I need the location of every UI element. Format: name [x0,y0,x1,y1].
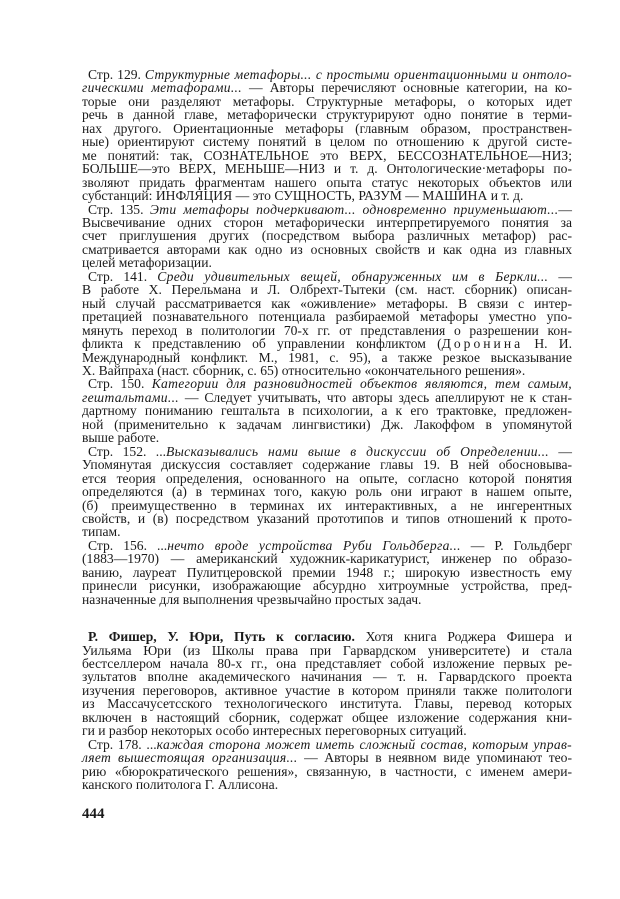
italic-citation: гическими метафорами... [82,80,242,96]
text-line [82,566,572,579]
text-run: ной (применительно к задачам лингвистики) Дж. Лакоффом в упомянутой [82,416,572,432]
text-run: (б) преимущественно в терминах их интерактивных, а не ингерентных [82,497,572,513]
text-run: нах другого. Ориентационные метафоры (главным образом, пространствен- [82,120,572,136]
text-run: определяются (а) в терминах того, какую роль они играют в нашем опыте, [82,484,572,500]
text-line [82,751,572,764]
text-run: выше работе. [82,430,160,446]
text-run: ме понятий: так, СОЗНАТЕЛЬНОЕ это ВЕРХ, БЕССОЗНАТЕЛЬНОЕ—НИЗ; [82,147,572,163]
italic-citation: Категории для разновидностей объектов являются, тем самым, [151,376,572,392]
text-run: Упомянутая дискуссия составляет содержание главы 19. В ней обосновыва- [82,457,572,473]
text-line [82,203,572,216]
text-line [82,256,572,269]
text-line [82,431,572,444]
text-run: канского политолога Г. Аллисона. [82,777,279,793]
text-line [82,778,572,791]
text-run: — Следует учитывать, что авторы здесь апеллируют не к стан- [178,389,572,405]
text-line [82,499,572,512]
text-line [82,297,572,310]
text-run: — [548,268,572,284]
text-line [82,216,572,229]
paragraph [82,738,572,792]
text-run: Высвечивание одних сторон метафорически интерпретируемого понятия за [82,214,572,230]
italic-citation: Среди удивительных вещей, обнаруженных им в Беркли... [157,268,549,284]
text-line [82,364,572,377]
page-body [82,68,572,792]
text-run: Стр. 152. ... [88,443,166,459]
text-line [82,579,572,592]
text-line [82,351,572,364]
paragraph [82,68,572,203]
text-run: (1883—1970) — американский художник-карикатурист, инженер по образо- [82,551,572,567]
text-run: В работе Х. Перельмана и Л. Олбрехт-Тытеки (см. наст. сборник) описан- [82,282,572,298]
text-run: принесли рисунки, изображающие абсурдно хитроумные устройства, пред- [82,578,572,594]
text-run: БОЛЬШЕ—это ВЕРХ, МЕНЬШЕ—НИЗ и т. д. Онтологические·метафоры по- [82,161,572,177]
page-number: 444 [82,806,105,822]
text-line [82,176,572,189]
text-run: зультатов вполне академического начинания — т. н. Гарвардского проекта [82,669,572,685]
text-run: назначенные для выполнения чрезвычайно простых задач. [82,591,422,607]
text-run: — Р. Гольдберг [460,537,572,553]
text-run: фликта к представлению об управлении конфликтом ( [82,336,442,352]
text-run: Стр. 135. [88,201,151,217]
text-line [82,404,572,417]
text-run: Стр. 150. [88,376,152,392]
text-line [82,149,572,162]
text-line [82,229,572,242]
text-line [82,391,572,404]
text-run: речь в данной главе, метафорически структурируют одно понятие в терми- [82,107,572,123]
italic-citation: Высказывались нами выше в дискуссии об Определении... [166,443,549,459]
text-line [82,525,572,538]
text-line [82,724,572,737]
text-run: Стр. 141. [88,268,158,284]
text-run: целей метафоризации. [82,255,212,271]
text-run: Стр. 129. [88,67,145,82]
paragraph [82,270,572,378]
text-line [82,512,572,525]
text-line [82,418,572,431]
text-line [82,630,572,643]
text-run: — [558,201,572,217]
italic-citation: гештальтами... [82,389,179,405]
text-run: — Авторы перечисляют основные категории, на ко- [241,80,572,96]
text-line [82,539,572,552]
text-run: ный случай рассматривается как «оживление» метафоры. В связи с интер- [82,295,572,311]
text-run: ги и разбор некоторых особо интересных переговорных ситуаций. [82,723,467,739]
text-run: из Массачусетсского технологического института. Главы, перевод которых [82,696,572,712]
text-run: свойств, и (в) посредством указаний прототипов и типов отношений к прото- [82,510,572,526]
italic-citation: Структурные метафоры... с простыми ориентационными и онтоло- [144,67,572,82]
text-line [82,95,572,108]
text-run: ванию, лауреат Пулитцеровской премии 1948 г.; широкую известность ему [82,564,572,580]
text-run: претацией познавательного потенциала разбираемой метафоры уместно упо- [82,309,572,325]
paragraph [82,630,572,738]
text-line [82,670,572,683]
text-line [82,189,572,202]
text-line [82,81,572,94]
text-run: ные) ориентируют систему понятий в целом по отношению к другой систе- [82,134,572,150]
text-line [82,644,572,657]
text-line [82,377,572,390]
italic-citation: каждая сторона может иметь сложный состав, которым управ- [156,736,572,752]
text-line [82,738,572,751]
text-line [82,684,572,697]
paragraph [82,377,572,444]
bold-heading: Р. Фишер, У. Юри, Путь к согласию. [88,629,355,645]
text-line [82,283,572,296]
text-run: мянуть переход в политологии 70-х гг. от представления о разрешении кон- [82,322,572,338]
text-line [82,593,572,606]
text-line [82,337,572,350]
text-run: рию «бюрократического решения», связанную, в частности, с именем амери- [82,763,572,779]
text-line [82,458,572,471]
text-run: — [548,443,572,459]
text-run: — Авторы в неявном виде упоминают тео- [297,750,573,766]
text-run: ется теория определения, основанного на опыте, согласно которой понятия [82,470,572,486]
text-run: изучения переговоров, активное участие в котором приняли также политологи [82,682,572,698]
text-run: Уильяма Юри (из Школы права при Гарвардском университете) и стала [82,642,572,658]
text-line [82,711,572,724]
text-run: типам. [82,524,121,540]
text-line [82,697,572,710]
text-line [82,122,572,135]
text-run: Хотя книга Роджера Фишера и [354,629,572,645]
paragraph [82,539,572,606]
text-run: торые они разделяют метафоры. Структурные метафоры, о которых идет [82,93,572,109]
text-line [82,310,572,323]
text-line [82,68,572,81]
text-line [82,243,572,256]
text-line [82,324,572,337]
text-run: субстанций: ИНФЛЯЦИЯ — это СУЩНОСТЬ, РАЗУМ — МАШИНА и т. д. [82,188,524,204]
text-line [82,108,572,121]
paragraph [82,445,572,539]
text-run: сматривается авторами как одно из основных свойств и как одна из главных [82,241,572,257]
text-run: Международный конфликт. М., 1981, с. 95), а также резкое высказывание [82,349,572,365]
text-run: Х. Вайпраха (наст. сборник, с. 65) относительно «окончательного решения». [82,362,526,378]
paragraph [82,203,572,270]
text-run: Стр. 156. ... [88,537,168,553]
text-line [82,552,572,565]
text-run: включен в настоящий сборник, содержат общее изложение содержания кни- [82,709,572,725]
italic-citation: Эти метафоры подчеркивают... одновременно приуменьшают... [150,201,559,217]
italic-citation: нечто вроде устройства Руби Гольдберга... [167,537,461,553]
text-run: дартному пониманию гештальта в психологии, а к его трактовке, предложен- [82,403,572,419]
text-line [82,657,572,670]
text-line [82,270,572,283]
text-line [82,162,572,175]
text-line [82,485,572,498]
text-run: Н. И. [523,336,572,352]
text-run: счет приглушения других (посредством выбора различных метафор) рас- [82,228,572,244]
text-run: зволяют придать фрагментам нашего опыта статус некоторых объектов или [82,174,572,190]
text-line [82,765,572,778]
text-line [82,445,572,458]
text-line [82,472,572,485]
spaced-author-name: Доронина [441,336,524,352]
text-line [82,135,572,148]
text-run: Стр. 178. ... [88,736,157,752]
text-run: бестселлером начала 80-х гг., она представляет собой изложение первых ре- [82,656,572,672]
italic-citation: ляет вышестоящая организация... [82,750,298,766]
